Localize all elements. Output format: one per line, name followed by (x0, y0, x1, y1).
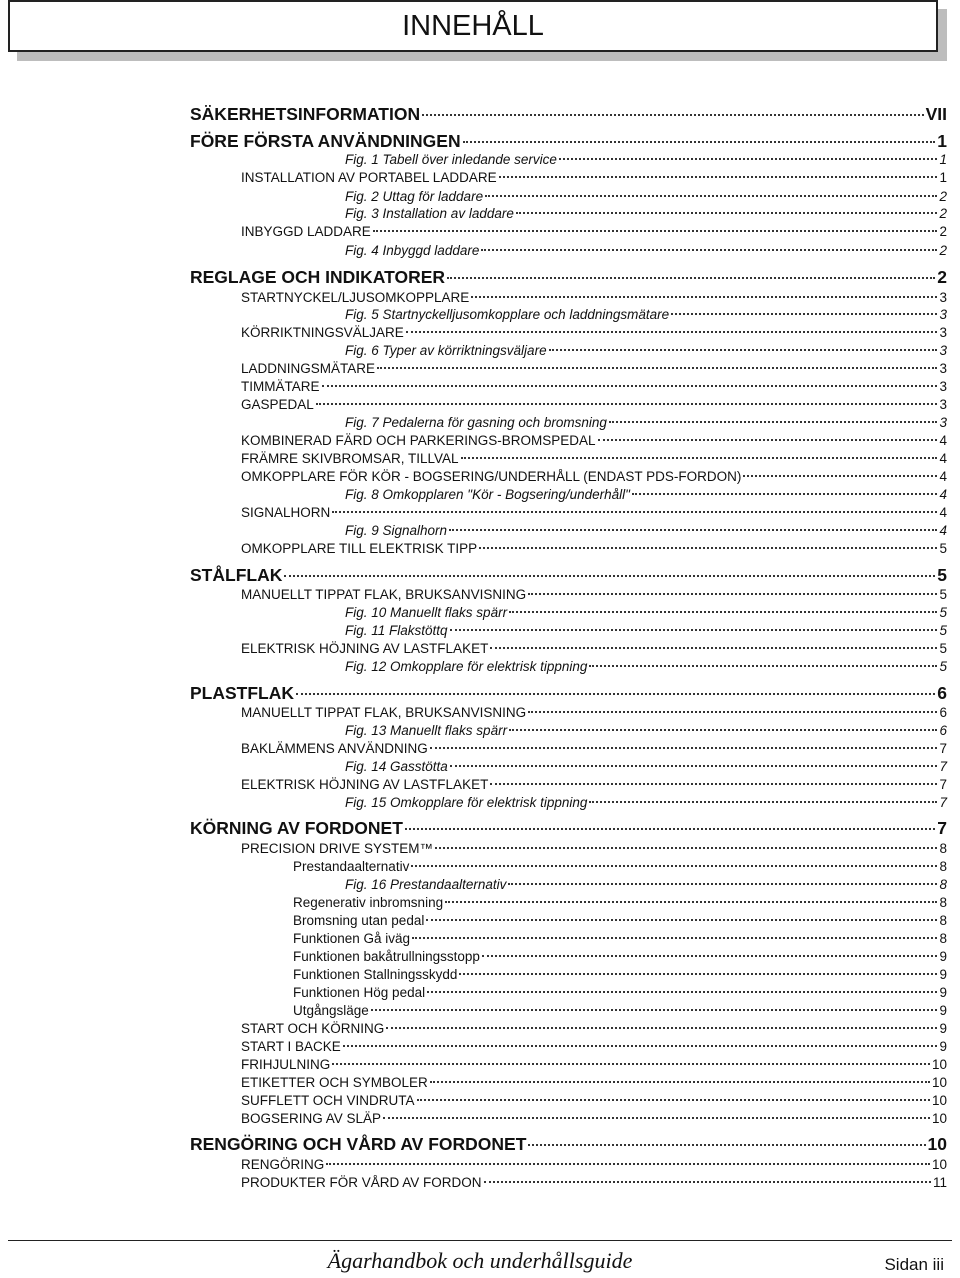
toc-page-number: 3 (939, 379, 947, 394)
footer-divider (8, 1240, 952, 1241)
toc-entry[interactable] (241, 361, 947, 376)
toc-leader-dots (484, 1181, 931, 1183)
toc-entry-title: Fig. 1 Tabell över inledande service (345, 152, 557, 167)
toc-entry-title: PRODUKTER FÖR VÅRD AV FORDON (241, 1175, 482, 1190)
toc-page-number: 7 (939, 759, 947, 774)
toc-figure-entry[interactable] (345, 795, 947, 810)
toc-entry[interactable] (241, 541, 947, 556)
toc-entry-title: TIMMÄTARE (241, 379, 320, 394)
toc-entry[interactable] (293, 931, 947, 946)
toc-entry-title: LADDNINGSMÄTARE (241, 361, 376, 376)
toc-page-number: 3 (939, 307, 947, 322)
toc-entry-title: Funktionen Stallningsskydd (293, 967, 458, 982)
toc-entry-title: INSTALLATION AV PORTABEL LADDARE (241, 170, 497, 185)
toc-page-number: 5 (939, 641, 947, 656)
toc-entry-title: INBYGGD LADDARE (241, 224, 371, 239)
toc-leader-dots (589, 801, 937, 803)
toc-entry[interactable] (293, 913, 947, 928)
toc-page-number: 5 (937, 565, 947, 585)
toc-page-number: 9 (939, 967, 947, 982)
toc-entry[interactable] (293, 1003, 947, 1018)
toc-page-number: 9 (939, 1003, 947, 1018)
toc-leader-dots (490, 783, 937, 785)
toc-leader-dots (427, 991, 937, 993)
toc-page-number: 2 (939, 206, 947, 221)
toc-figure-entry[interactable] (345, 759, 947, 774)
toc-leader-dots (481, 249, 937, 251)
toc-entry[interactable] (241, 469, 947, 484)
toc-page-number: 2 (939, 243, 947, 258)
page-title: INNEHÅLL (402, 10, 544, 42)
toc-entry-title: GASPEDAL (241, 397, 314, 412)
toc-entry-title: Fig. 11 Flakstöttq (345, 623, 448, 638)
toc-leader-dots (447, 277, 935, 279)
toc-entry[interactable] (241, 587, 947, 602)
toc-figure-entry[interactable] (345, 877, 947, 892)
toc-page-number: 8 (939, 877, 947, 892)
toc-entry-title: KÖRRIKTNINGSVÄLJARE (241, 325, 404, 340)
toc-entry[interactable] (293, 859, 947, 874)
toc-section-entry[interactable] (190, 131, 947, 152)
toc-page-number: 4 (939, 523, 947, 538)
toc-page-number: 10 (927, 1134, 947, 1154)
toc-figure-entry[interactable] (345, 243, 947, 258)
toc-entry[interactable] (293, 949, 947, 964)
toc-entry[interactable] (241, 170, 947, 185)
toc-leader-dots (509, 729, 937, 731)
toc-leader-dots (516, 212, 938, 214)
toc-leader-dots (417, 1099, 930, 1101)
toc-entry[interactable] (241, 1039, 947, 1054)
toc-entry-title: STÅLFLAK (190, 565, 283, 585)
toc-leader-dots (435, 847, 937, 849)
toc-leader-dots (743, 475, 937, 477)
toc-leader-dots (386, 1027, 937, 1029)
toc-entry[interactable] (241, 1093, 947, 1108)
toc-page-number: 7 (939, 795, 947, 810)
toc-page-number: 2 (939, 224, 947, 239)
toc-leader-dots (422, 114, 924, 116)
toc-entry-title: SÄKERHETSINFORMATION (190, 104, 421, 124)
toc-entry[interactable] (241, 505, 947, 520)
toc-leader-dots (508, 883, 937, 885)
toc-entry-title: Fig. 2 Uttag för laddare (345, 189, 484, 204)
toc-figure-entry[interactable] (345, 206, 947, 221)
toc-page-number: 8 (939, 841, 947, 856)
toc-entry-title: SIGNALHORN (241, 505, 331, 520)
toc-entry-title: Utgångsläge (293, 1003, 369, 1018)
toc-page-number: 6 (937, 683, 947, 703)
toc-figure-entry[interactable] (345, 307, 947, 322)
toc-figure-entry[interactable] (345, 723, 947, 738)
toc-leader-dots (450, 629, 938, 631)
toc-leader-dots (449, 529, 937, 531)
toc-entry-title: FRIHJULNING (241, 1057, 331, 1072)
toc-entry[interactable] (241, 841, 947, 856)
toc-entry-title: FÖRE FÖRSTA ANVÄNDNINGEN (190, 131, 461, 151)
toc-entry[interactable] (241, 451, 947, 466)
toc-figure-entry[interactable] (345, 659, 947, 674)
toc-leader-dots (284, 575, 935, 577)
toc-page-number: 5 (939, 587, 947, 602)
toc-entry[interactable] (241, 379, 947, 394)
toc-entry[interactable] (241, 325, 947, 340)
toc-entry-title: Fig. 10 Manuellt flaks spärr (345, 605, 508, 620)
toc-leader-dots (589, 665, 937, 667)
toc-page-number: 9 (939, 985, 947, 1000)
toc-page-number: VII (925, 104, 947, 124)
toc-entry-title: OMKOPPLARE FÖR KÖR - BOGSERING/UNDERHÅLL (ENDAST PDS-FORDON) (241, 469, 742, 484)
toc-figure-entry[interactable] (345, 605, 947, 620)
toc-page-number: 9 (939, 949, 947, 964)
toc-page-number: 5 (939, 605, 947, 620)
toc-entry-title: Regenerativ inbromsning (293, 895, 444, 910)
toc-page-number: 5 (939, 623, 947, 638)
toc-entry-title: PLASTFLAK (190, 683, 295, 703)
toc-leader-dots (598, 439, 938, 441)
toc-section-entry[interactable] (190, 565, 947, 586)
toc-leader-dots (499, 176, 938, 178)
toc-entry-title: BOGSERING AV SLÄP (241, 1111, 382, 1126)
toc-entry-title: RENGÖRING (241, 1157, 325, 1172)
toc-entry-title: Fig. 8 Omkopplaren "Kör - Bogsering/underhåll" (345, 487, 630, 502)
toc-page-number: 6 (939, 705, 947, 720)
toc-section-entry[interactable] (190, 683, 947, 704)
toc-page-number: 3 (939, 343, 947, 358)
toc-leader-dots (322, 385, 938, 387)
toc-entry-title: MANUELLT TIPPAT FLAK, BRUKSANVISNING (241, 587, 527, 602)
toc-leader-dots (405, 828, 935, 830)
toc-entry-title: Prestandaalternativ (293, 859, 410, 874)
toc-leader-dots (479, 547, 937, 549)
toc-leader-dots (482, 955, 938, 957)
toc-entry[interactable] (241, 224, 947, 239)
toc-leader-dots (412, 937, 937, 939)
toc-entry-title: BAKLÄMMENS ANVÄNDNING (241, 741, 428, 756)
toc-entry-title: Funktionen Hög pedal (293, 985, 426, 1000)
toc-entry[interactable] (293, 985, 947, 1000)
toc-entry[interactable] (241, 290, 947, 305)
toc-page-number: 5 (939, 541, 947, 556)
toc-entry-title: FRÄMRE SKIVBROMSAR, TILLVAL (241, 451, 459, 466)
toc-entry[interactable] (241, 433, 947, 448)
toc-entry-title: SUFFLETT OCH VINDRUTA (241, 1093, 415, 1108)
footer-page-number: Sidan iii (884, 1255, 944, 1274)
toc-page-number: 4 (939, 469, 947, 484)
toc-leader-dots (528, 711, 937, 713)
toc-entry[interactable] (241, 777, 947, 792)
toc-entry-title: Fig. 6 Typer av körriktningsväljare (345, 343, 547, 358)
toc-leader-dots (485, 195, 937, 197)
toc-entry-title: MANUELLT TIPPAT FLAK, BRUKSANVISNING (241, 705, 527, 720)
toc-entry-title: STARTNYCKEL/LJUSOMKOPPLARE (241, 290, 470, 305)
toc-leader-dots (509, 611, 937, 613)
toc-entry[interactable] (241, 1057, 947, 1072)
toc-entry-title: Fig. 12 Omkopplare för elektrisk tippning (345, 659, 588, 674)
toc-entry-title: ETIKETTER OCH SYMBOLER (241, 1075, 428, 1090)
toc-leader-dots (296, 693, 935, 695)
toc-page-number: 1 (939, 170, 947, 185)
toc-leader-dots (316, 403, 938, 405)
toc-page-number: 4 (939, 505, 947, 520)
toc-page-number: 3 (939, 361, 947, 376)
toc-entry[interactable] (241, 1111, 947, 1126)
toc-page-number: 10 (931, 1057, 947, 1072)
toc-page-number: 6 (939, 723, 947, 738)
toc-page-number: 10 (931, 1075, 947, 1090)
toc-page-number: 4 (939, 433, 947, 448)
toc-page-number: 4 (939, 487, 947, 502)
toc-leader-dots (459, 973, 937, 975)
toc-leader-dots (426, 919, 937, 921)
toc-page-number: 3 (939, 290, 947, 305)
toc-page-number: 9 (939, 1021, 947, 1036)
toc-leader-dots (471, 296, 937, 298)
toc-entry[interactable] (241, 1175, 947, 1190)
toc-figure-entry[interactable] (345, 189, 947, 204)
toc-section-entry[interactable] (190, 1134, 947, 1155)
footer-title: Ägarhandbok och underhållsguide (327, 1248, 633, 1273)
toc-entry-title: REGLAGE OCH INDIKATORER (190, 267, 446, 287)
toc-leader-dots (383, 1117, 930, 1119)
toc-page-number: 2 (939, 189, 947, 204)
toc-entry[interactable] (241, 641, 947, 656)
toc-page-number: 10 (931, 1093, 947, 1108)
toc-entry-title: OMKOPPLARE TILL ELEKTRISK TIPP (241, 541, 478, 556)
toc-leader-dots (343, 1045, 938, 1047)
toc-leader-dots (549, 349, 938, 351)
toc-entry-title: PRECISION DRIVE SYSTEM™ (241, 841, 434, 856)
toc-entry-title: Fig. 15 Omkopplare för elektrisk tippning (345, 795, 588, 810)
toc-entry[interactable] (241, 705, 947, 720)
toc-leader-dots (461, 457, 938, 459)
toc-leader-dots (411, 865, 937, 867)
toc-leader-dots (371, 1009, 938, 1011)
toc-leader-dots (671, 313, 937, 315)
toc-page-number: 7 (937, 818, 947, 838)
toc-entry[interactable] (241, 1157, 947, 1172)
toc-figure-entry[interactable] (345, 152, 947, 167)
toc-entry[interactable] (293, 967, 947, 982)
toc-figure-entry[interactable] (345, 487, 947, 502)
toc-leader-dots (406, 331, 938, 333)
toc-entry-title: RENGÖRING OCH VÅRD AV FORDONET (190, 1134, 527, 1154)
toc-entry[interactable] (241, 741, 947, 756)
toc-leader-dots (490, 647, 937, 649)
toc-entry-title: START OCH KÖRNING (241, 1021, 385, 1036)
toc-leader-dots (450, 765, 938, 767)
toc-section-entry[interactable] (190, 104, 947, 125)
toc-page-number: 3 (939, 325, 947, 340)
toc-page-number: 3 (939, 415, 947, 430)
toc-page-number: 8 (939, 895, 947, 910)
toc-entry-title: Fig. 3 Installation av laddare (345, 206, 514, 221)
toc-page-number: 10 (931, 1111, 947, 1126)
toc-entry-title: Fig. 16 Prestandaalternativ (345, 877, 507, 892)
toc-entry-title: ELEKTRISK HÖJNING AV LASTFLAKET (241, 641, 489, 656)
toc-leader-dots (326, 1163, 930, 1165)
toc-leader-dots (559, 158, 938, 160)
toc-section-entry[interactable] (190, 267, 947, 288)
toc-leader-dots (332, 511, 937, 513)
toc-page-number: 4 (939, 451, 947, 466)
toc-page-number: 10 (931, 1157, 947, 1172)
toc-leader-dots (445, 901, 937, 903)
toc-page-number: 8 (939, 931, 947, 946)
toc-leader-dots (528, 1144, 925, 1146)
toc-page-number: 9 (939, 1039, 947, 1054)
toc-entry-title: Bromsning utan pedal (293, 913, 425, 928)
toc-entry-title: Fig. 7 Pedalerna för gasning och bromsning (345, 415, 607, 430)
toc-page-number: 8 (939, 913, 947, 928)
toc-figure-entry[interactable] (345, 623, 947, 638)
toc-entry-title: Fig. 4 Inbyggd laddare (345, 243, 480, 258)
toc-entry-title: Funktionen bakåtrullningsstopp (293, 949, 480, 964)
toc-page-number: 7 (939, 741, 947, 756)
toc-page-number: 2 (937, 267, 947, 287)
toc-section-entry[interactable] (190, 818, 947, 839)
toc-leader-dots (463, 141, 936, 143)
toc-leader-dots (430, 747, 938, 749)
toc-page-number: 8 (939, 859, 947, 874)
toc-entry-title: KOMBINERAD FÄRD OCH PARKERINGS-BROMSPEDAL (241, 433, 596, 448)
toc-entry-title: Fig. 14 Gasstötta (345, 759, 448, 774)
toc-page-number: 7 (939, 777, 947, 792)
toc-entry-title: Fig. 9 Signalhorn (345, 523, 448, 538)
toc-leader-dots (528, 593, 937, 595)
toc-leader-dots (430, 1081, 930, 1083)
toc-entry-title: Fig. 5 Startnyckelljusomkopplare och laddningsmätare (345, 307, 670, 322)
toc-entry[interactable] (293, 895, 947, 910)
toc-entry-title: Fig. 13 Manuellt flaks spärr (345, 723, 508, 738)
toc-page-number: 1 (939, 152, 947, 167)
toc-leader-dots (373, 230, 938, 232)
toc-entry[interactable] (241, 1021, 947, 1036)
toc-entry[interactable] (241, 1075, 947, 1090)
toc-leader-dots (609, 421, 938, 423)
toc-figure-entry[interactable] (345, 343, 947, 358)
toc-page-number: 11 (932, 1175, 947, 1190)
toc-leader-dots (377, 367, 937, 369)
toc-entry-title: KÖRNING AV FORDONET (190, 818, 403, 838)
toc-page-number: 3 (939, 397, 947, 412)
toc-entry[interactable] (241, 397, 947, 412)
toc-page-number: 5 (939, 659, 947, 674)
toc-entry-title: START I BACKE (241, 1039, 341, 1054)
toc-page-number: 1 (937, 131, 947, 151)
toc-leader-dots (632, 493, 938, 495)
toc-entry-title: Funktionen Gå iväg (293, 931, 411, 946)
toc-leader-dots (332, 1063, 930, 1065)
toc-figure-entry[interactable] (345, 523, 947, 538)
toc-figure-entry[interactable] (345, 415, 947, 430)
toc-entry-title: ELEKTRISK HÖJNING AV LASTFLAKET (241, 777, 489, 792)
